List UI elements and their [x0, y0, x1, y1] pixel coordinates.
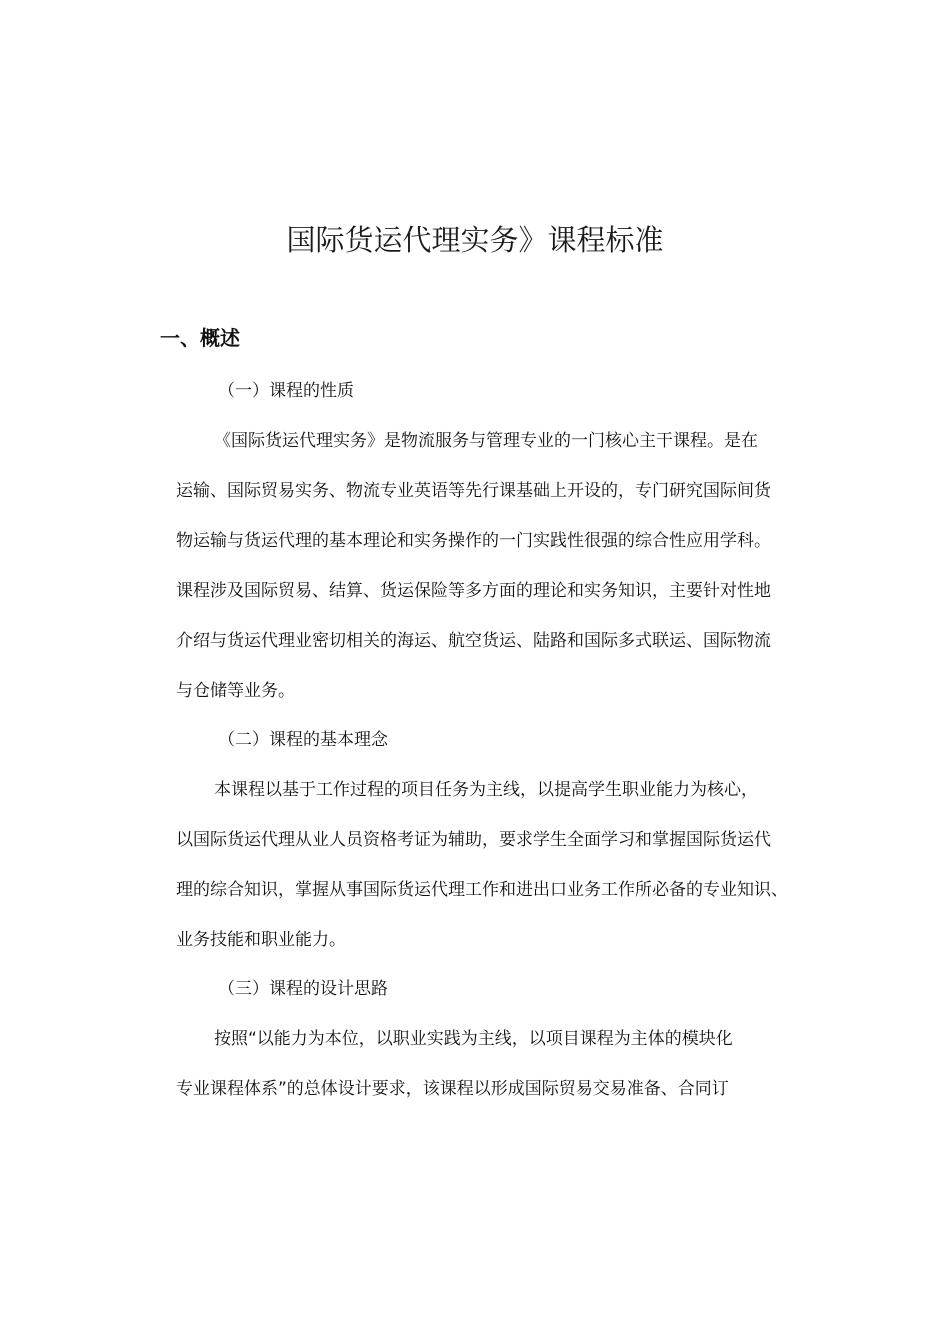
- paragraph-line: 物运输与货运代理的基本理论和实务操作的一门实践性很强的综合性应用学科。: [176, 531, 771, 551]
- subsection-heading-philosophy: （二）课程的基本理念: [218, 730, 388, 750]
- paragraph-line: 理的综合知识，掌握从事国际货运代理工作和进出口业务工作所必备的专业知识、: [176, 880, 788, 900]
- paragraph-line: 介绍与货运代理业密切相关的海运、航空货运、陆路和国际多式联运、国际物流: [176, 631, 771, 651]
- subsection-heading-nature: （一）课程的性质: [218, 381, 354, 401]
- document-title: 国际货运代理实务》课程标准: [286, 223, 664, 257]
- section-heading-overview: 一、概述: [160, 326, 240, 350]
- paragraph-line: 运输、国际贸易实务、物流专业英语等先行课基础上开设的，专门研究国际间货: [176, 481, 771, 501]
- paragraph-line: 业务技能和职业能力。: [176, 930, 346, 950]
- subsection-heading-design: （三）课程的设计思路: [218, 979, 388, 999]
- paragraph-line: 以国际货运代理从业人员资格考证为辅助，要求学生全面学习和掌握国际货运代: [176, 830, 771, 850]
- paragraph-line: 按照“以能力为本位，以职业实践为主线，以项目课程为主体的模块化: [214, 1029, 733, 1049]
- paragraph-line: 《国际货运代理实务》是物流服务与管理专业的一门核心主干课程。是在: [214, 431, 758, 451]
- paragraph-line: 与仓储等业务。: [176, 681, 295, 701]
- paragraph-line: 课程涉及国际贸易、结算、货运保险等多方面的理论和实务知识，主要针对性地: [176, 581, 771, 601]
- paragraph-line: 本课程以基于工作过程的项目任务为主线，以提高学生职业能力为核心，: [214, 780, 758, 800]
- paragraph-line: 专业课程体系”的总体设计要求，该课程以形成国际贸易交易准备、合同订: [176, 1079, 729, 1099]
